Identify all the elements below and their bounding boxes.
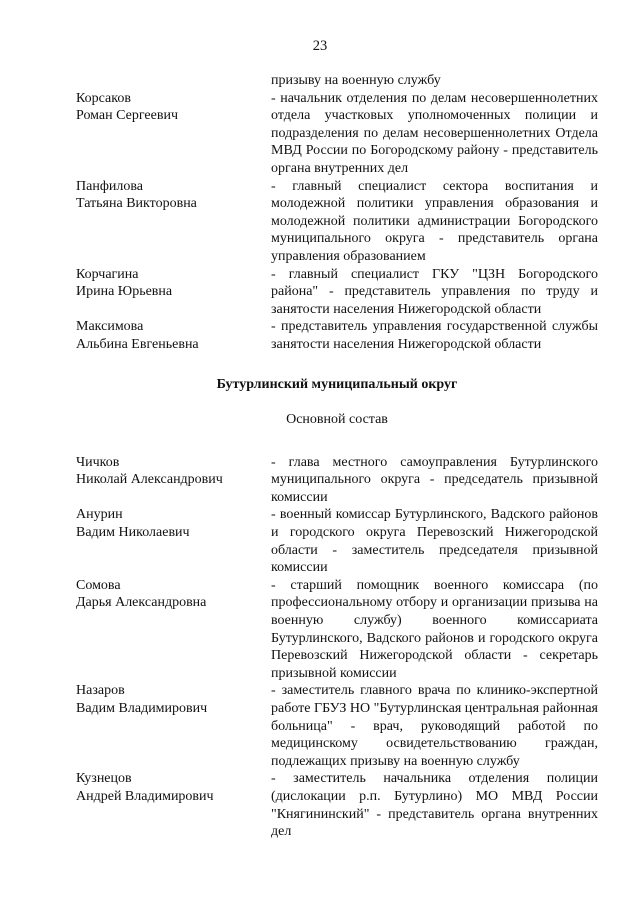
member-role: - заместитель главного врача по клинико-экспертной работе ГБУЗ НО "Бутурлинская центральная районная больница" - врач, руководящий работой по медицинскому освидетельствованию граждан, подлежащих призыву на военную службу xyxy=(271,683,598,769)
member-name xyxy=(76,577,271,683)
member-role: - старший помощник военного комиссара (по профессиональному отбору и организации призыва на военную службу) военного комиссариата Бутурлинского, Вадского районов и городского округа Перевозский Нижегородской области - секретарь призывной комиссии xyxy=(271,577,598,681)
member-given-name: Роман Сергеевич xyxy=(76,108,178,124)
subsection-title: Основной состав xyxy=(286,412,388,428)
member-entry xyxy=(76,454,598,507)
member-given-name: Вадим Владимирович xyxy=(76,701,208,716)
member-name xyxy=(76,682,271,770)
member-role: - представитель управления государственной службы занятости населения Нижегородской области xyxy=(271,319,598,352)
member-surname: Корчагина xyxy=(76,266,139,282)
member-entry xyxy=(76,682,598,770)
commission-list xyxy=(76,72,598,841)
member-given-name: Вадим Николаевич xyxy=(76,525,190,541)
member-given-name: Татьяна Викторовна xyxy=(76,196,197,212)
section-title: Бутурлинский муниципальный округ xyxy=(216,376,458,392)
member-given-name: Ирина Юрьевна xyxy=(76,284,173,300)
continuation-row xyxy=(76,72,598,90)
member-surname: Корсаков xyxy=(76,90,131,106)
member-surname: Сомова xyxy=(76,577,121,593)
member-name xyxy=(76,318,271,353)
member-name xyxy=(76,506,271,576)
member-role: - военный комиссар Бутурлинского, Вадского районов и городского округа Перевозский Нижегородской области - заместитель председателя призывной комиссии xyxy=(271,507,598,576)
member-name xyxy=(76,266,271,319)
entries-bottom xyxy=(76,454,598,841)
member-given-name: Дарья Александровна xyxy=(76,595,207,611)
member-surname: Максимова xyxy=(76,319,144,335)
member-name xyxy=(76,178,271,266)
member-surname: Панфилова xyxy=(76,178,144,194)
member-name xyxy=(76,770,271,840)
member-surname: Чичков xyxy=(76,454,120,470)
member-given-name: Николай Александрович xyxy=(76,472,223,488)
member-surname: Анурин xyxy=(76,507,123,523)
member-surname: Назаров xyxy=(76,683,125,699)
member-name xyxy=(76,454,271,507)
member-entry xyxy=(76,506,598,576)
member-given-name: Альбина Евгеньевна xyxy=(76,336,199,352)
continuation-text: призыву на военную службу xyxy=(271,73,441,88)
member-given-name: Андрей Владимирович xyxy=(76,788,214,804)
member-role: - главный специалист ГКУ "ЦЗН Богородского района" - представитель управления по труду и занятости населения Нижегородской области xyxy=(271,266,598,317)
member-name xyxy=(76,90,271,178)
member-entry xyxy=(76,90,598,178)
member-role: - заместитель начальника отделения полиции (дислокации р.п. Бутурлино) МО МВД России "Княгининский" - представитель органа внутренних дел xyxy=(271,771,598,840)
member-role: - главный специалист сектора воспитания и молодежной политики управления образования и молодежной политики администрации Богородского муниципального округа - представитель органа управления образованием xyxy=(271,178,598,264)
member-entry xyxy=(76,266,598,319)
member-entry xyxy=(76,770,598,840)
member-surname: Кузнецов xyxy=(76,771,132,787)
member-role: - глава местного самоуправления Бутурлинского муниципального округа - председатель призывной комиссии xyxy=(271,454,598,505)
entries-top xyxy=(76,90,598,354)
member-entry xyxy=(76,318,598,353)
member-role: - начальник отделения по делам несовершеннолетних отдела участковых уполномоченных полиции и подразделения по делам несовершеннолетних Отдела МВД России по Богородскому району - представитель органа внутренних дел xyxy=(271,90,598,176)
page-number: 23 xyxy=(312,38,328,54)
member-entry xyxy=(76,577,598,683)
member-entry xyxy=(76,178,598,266)
